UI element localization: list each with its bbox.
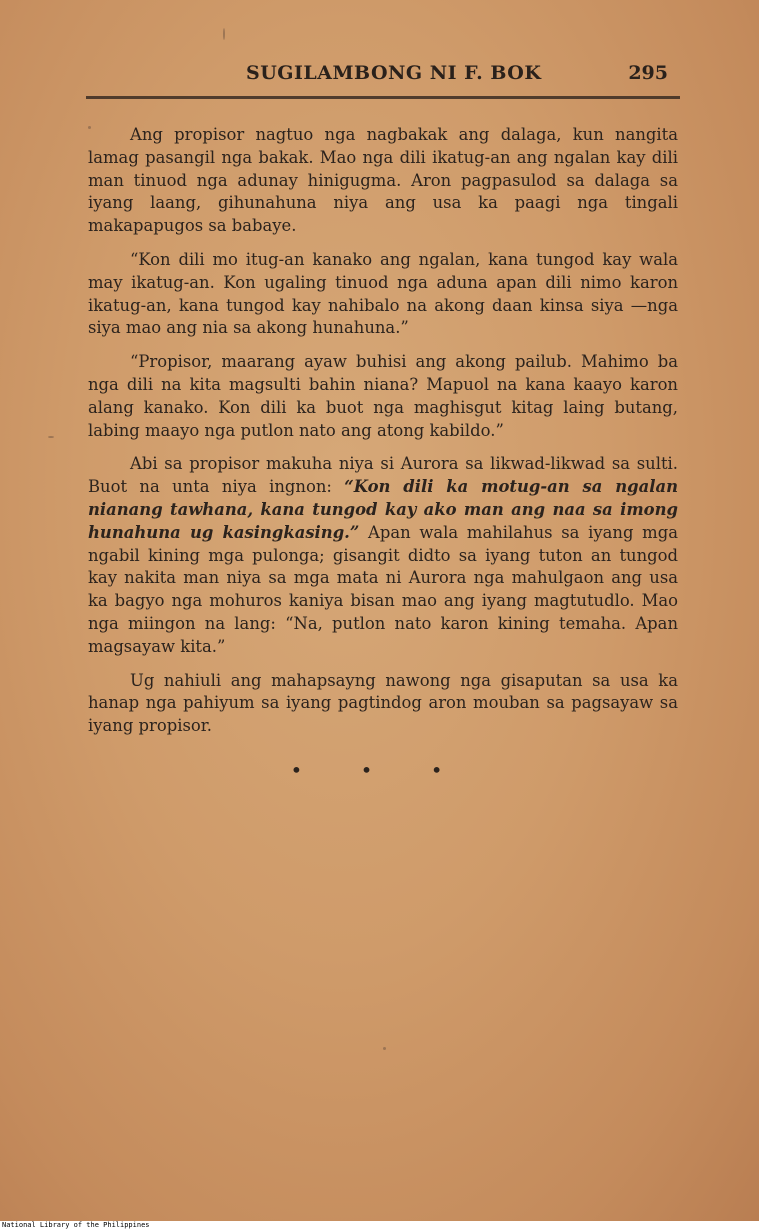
text-run: “Propisor, maarang ayaw buhisi ang akong pailub. Mahimo ba nga dili na kita magsulti bahin niana? Mapuol na kana kaayo karon alang kanako. Kon dili ka buot nga maghisgut kitag laing butang, labing maayo nga putlon nato ang atong kabildo.” xyxy=(88,352,678,440)
running-title: SUGILAMBONG NI F. BOK xyxy=(246,62,542,84)
text-run: Ug nahiuli ang mahapsayng nawong nga gisaputan sa usa ka hanap nga pahiyum sa iyang pagtindog aron mouban sa pagsayaw sa iyang propisor. xyxy=(88,670,678,736)
paragraph xyxy=(88,124,678,238)
paragraph xyxy=(88,453,678,658)
paragraph xyxy=(88,351,678,442)
library-footer: National Library of the Philippines xyxy=(2,1221,150,1229)
header-rule xyxy=(86,96,680,99)
paragraph xyxy=(88,670,678,738)
italic-passage: “Kon dili ka motug-an sa ngalan nianang tawhana, kana tungod kay ako man ang naa sa imong hunahuna ug kasingkasing.” xyxy=(88,477,679,542)
text-run: Abi sa propisor makuha niya si Aurora sa likwad-likwad sa sulti. Buot na unta niya ingnon: xyxy=(88,454,678,497)
ink-speck xyxy=(223,28,225,40)
ink-speck xyxy=(48,436,54,438)
page-number: 295 xyxy=(628,62,668,84)
body-text xyxy=(88,124,678,749)
ink-speck xyxy=(383,1047,386,1050)
text-run: “Kon dili mo itug-an kanako ang ngalan, kana tungod kay wala may ikatug-an. Kon ugaling tinuod nga aduna apan dili nimo karon ikatug-an, kana tungod kay nahibalo na akong daan kinsa siya —nga siya mao ang nia sa akong hunahuna.” xyxy=(88,249,678,338)
text-run: Apan wala mahilahus sa iyang mga ngabil kining mga pulonga; gisangit didto sa iyang tuton an tungod kay nakita man niya sa mga mata ni Aurora nga mahulgaon ang usa ka bagyo nga mohuros kaniya bisan mao ang iyang magtutudlo. Mao nga miingon na lang: “Na, putlon nato karon kining temaha. Apan magsayaw kita.” xyxy=(88,522,678,656)
text-run: Ang propisor nagtuo nga nagbakak ang dalaga, kun nangita lamag pasangil nga bakak. Mao nga dili ikatug-an ang ngalan kay dili man tinuod nga adunay hinigugma. Aron pagpasulod sa dalaga sa iyang laang, gihunahuna niya ang usa ka paagi nga tingali makapapugos sa babaye. xyxy=(88,125,678,236)
page-header xyxy=(86,62,680,96)
paragraph xyxy=(88,249,678,340)
section-end-ornament: • • • xyxy=(290,758,469,782)
